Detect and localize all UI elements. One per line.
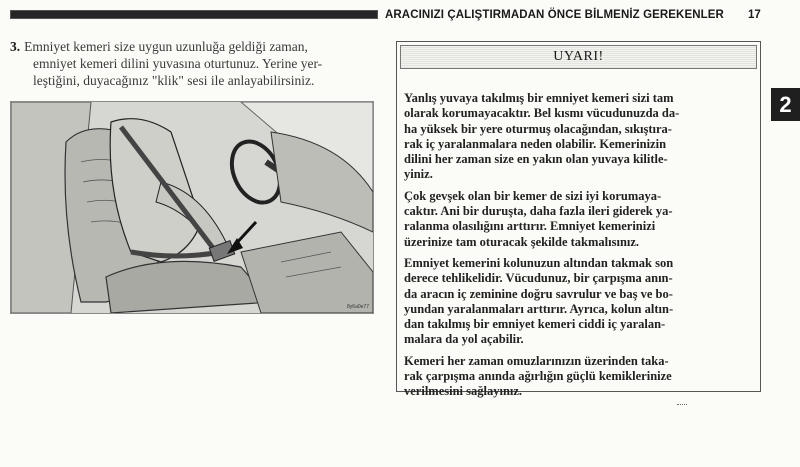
warning-paragraph (404, 354, 754, 400)
figure-code: 8y6a0e77 (347, 304, 369, 310)
warning-line: rak iç yaralanmalara neden olabilir. Kemerinizin (404, 136, 667, 151)
warning-paragraph (404, 256, 754, 348)
warning-line: malara da yol açabilir. (404, 332, 524, 347)
warning-line: rak çarpışma anında ağırlığın güçlü kemiklerinize (404, 369, 672, 384)
warning-line: yundan yaralanmaları arttırır. Ayrıca, kolun altın- (404, 301, 674, 316)
warning-paragraph (404, 91, 754, 183)
warning-paragraph (404, 189, 754, 250)
warning-line: dilini her zaman size en yakın olan yuvaya kilitle- (404, 152, 668, 167)
warning-line: olarak korumayacaktır. Bel kısmı vücudunuzda da- (404, 106, 680, 121)
warning-line: yiniz. (404, 167, 433, 182)
warning-line: derece tehlikelidir. Vücudunuz, bir çarpışma anın- (404, 271, 673, 286)
page-header-title: ARACINIZI ÇALIŞTIRMADAN ÖNCE BİLMENİZ GEREKENLER (385, 9, 724, 21)
step-number: 3. (10, 39, 21, 54)
warning-line: da aracın iç zeminine doğru savrulur ve baş ve bo- (404, 286, 673, 301)
warning-line: caktır. Ani bir duruşta, daha fazla ileri giderek ya- (404, 204, 673, 219)
step-text: Emniyet kemeri size uygun uzunluğa geldiği zaman, (24, 39, 308, 54)
warning-box (396, 41, 761, 399)
warning-line: dan takılmış bir emniyet kemeri ciddi iç yaralan- (404, 317, 666, 332)
warning-line: Emniyet kemerini kolunuzun altından takmak son (404, 255, 674, 270)
step-line: leştiğini, duyacağınız "klik" sesi ile anlayabilirsiniz. (33, 73, 315, 88)
warning-body (404, 91, 754, 406)
step-line (10, 38, 382, 55)
step-line: emniyet kemeri dilini yuvasına oturtunuz. Yerine yer- (33, 56, 323, 71)
warning-line: Kemeri her zaman omuzlarınızın üzerinden taka- (404, 353, 669, 368)
warning-title: UYARI! (400, 45, 757, 69)
warning-line: ha yüksek bir yere oturmuş olacağından, sıkıştıra- (404, 121, 672, 136)
warning-line: ralanma olasılığını arttırır. Emniyet kemerinizi (404, 219, 656, 234)
warning-line: Yanlış yuvaya takılmış bir emniyet kemeri sizi tam (404, 91, 674, 105)
warning-line: verilmesini sağlayınız. (404, 384, 523, 399)
warning-line: Çok gevşek olan bir kemer de sizi iyi korumaya- (404, 188, 662, 203)
seatbelt-illustration (10, 101, 374, 314)
warning-line: üzerinize tam oturacak şekilde takmalısınız. (404, 234, 640, 249)
print-speck (677, 404, 687, 407)
car-interior-drawing (11, 102, 373, 313)
step-instruction (10, 38, 382, 89)
header-rule (10, 10, 378, 19)
page-number: 17 (748, 9, 761, 21)
chapter-tab: 2 (771, 88, 800, 121)
